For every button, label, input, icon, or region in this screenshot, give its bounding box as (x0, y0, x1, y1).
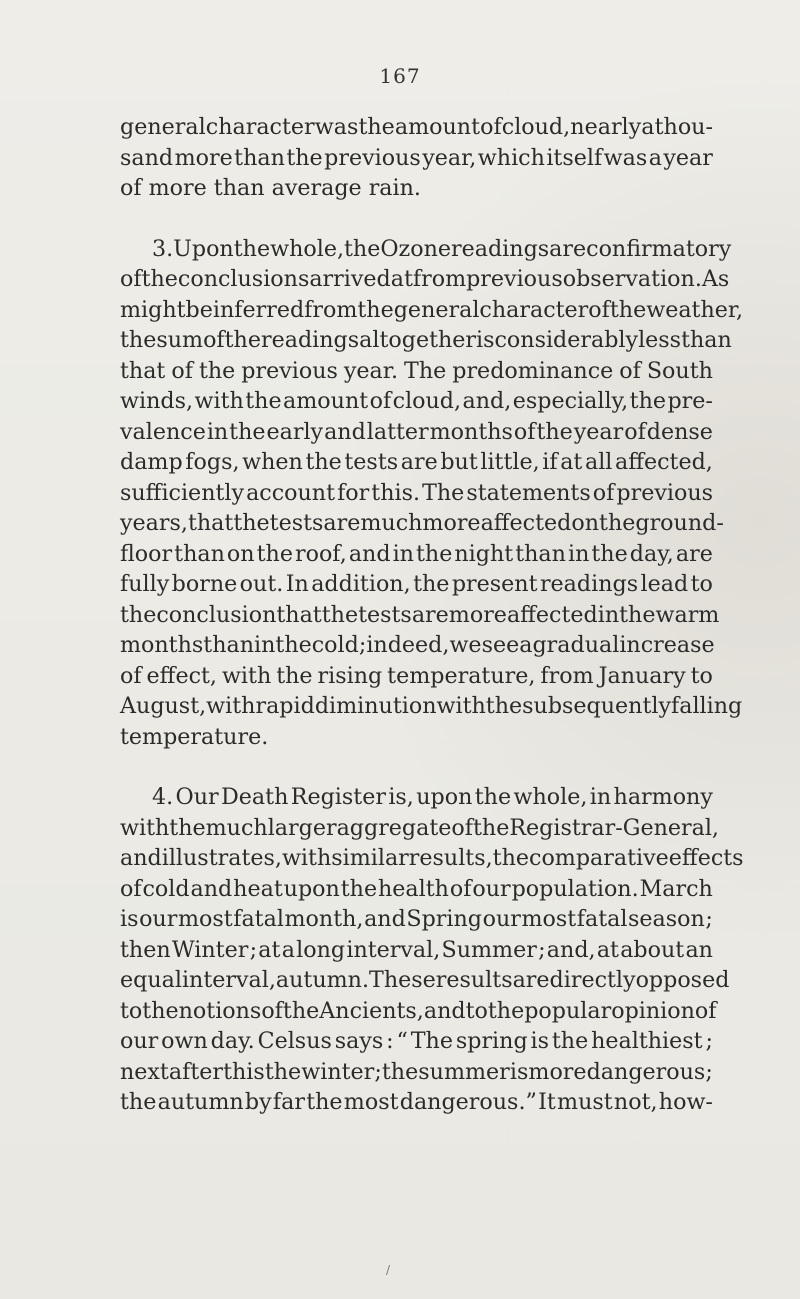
text-line: of the conclusions arrived at from previous observation. As (120, 266, 730, 292)
text-line: of effect, with the rising temperature, from January to (120, 662, 713, 689)
text-line: equal interval, autumn. These results are directly opposed (120, 967, 730, 993)
text-line: that of the previous year. The predominance of South (120, 357, 713, 384)
paragraph-death-register (120, 782, 744, 1118)
page-body (120, 112, 744, 1118)
paragraph-ozone-readings (120, 234, 744, 753)
text-line: is our most fatal month, and Spring our most fatal season ; (120, 906, 713, 932)
text-line: general character was the amount of cloud, nearly a thou- (120, 114, 713, 140)
paragraph-continuation (120, 112, 713, 204)
page-number: 167 (379, 64, 421, 88)
text-line: damp fogs, when the tests are but little, if at all affected, (120, 449, 713, 475)
text-line: with the much larger aggregate of the Registrar-General, (120, 814, 719, 841)
text-line: fully borne out. In addition, the present readings lead to (120, 571, 713, 597)
text-line: next after this the winter ; the summer is more dangerous ; (120, 1058, 713, 1085)
text-line: sand more than the previous year, which itself was a year (120, 144, 713, 171)
text-line: to the notions of the Ancients, and to the popular opinion of (120, 997, 717, 1024)
text-line: our own day. Celsus says : “ The spring is the healthiest ; (120, 1028, 713, 1054)
text-line: August, with rapid diminution with the subsequently falling (120, 693, 743, 719)
text-line: and illustrates, with similar results, the comparative effects (120, 845, 744, 871)
text-line: of cold and heat upon the health of our population. March (120, 875, 713, 902)
text-line: temperature. (120, 723, 269, 750)
text-line: 3. Upon the whole, the Ozone readings are confirmatory (152, 235, 732, 262)
text-line: sufficiently account for this. The statements of previous (120, 479, 713, 506)
text-line: the sum of the readings altogether is considerably less than (120, 327, 732, 353)
text-line: months than in the cold ; indeed, we see a gradual increase (120, 632, 715, 658)
text-line: the conclusion that the tests are more affected in the warm (120, 601, 720, 628)
text-line: 4. Our Death Register is, upon the whole, in harmony (152, 784, 713, 810)
text-line: years, that the tests are much more affected on the ground- (120, 510, 724, 536)
text-line: might be inferred from the general character of the weather, (120, 296, 744, 323)
text-line: the autumn by far the most dangerous.” It must not, how- (120, 1089, 713, 1115)
text-line: floor than on the roof, and in the night than in the day, are (120, 540, 713, 567)
footer-mark: / (386, 1263, 391, 1277)
text-line: of more than average rain. (120, 175, 421, 201)
text-line: winds, with the amount of cloud, and, especially, the pre- (120, 388, 713, 414)
text-line: valence in the early and latter months of the year of dense (120, 418, 713, 445)
text-line: then Winter ; at a long interval, Summer ; and, at about an (120, 936, 713, 963)
